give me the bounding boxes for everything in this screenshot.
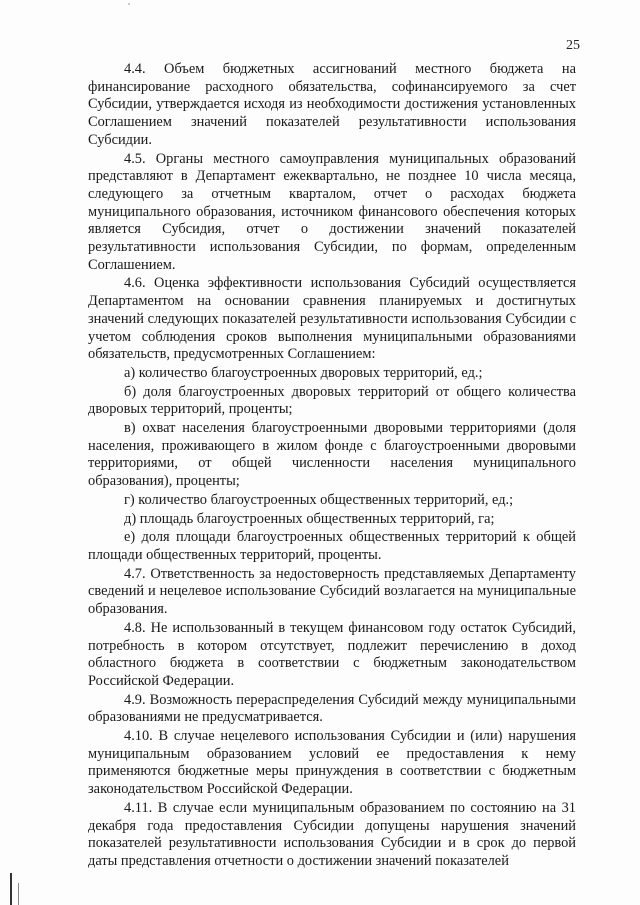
paragraph-4-6: 4.6. Оценка эффективности использования Субсидий осуществляется Департаментом на основании сравнения планируемых и достигнутых значений следующих показателей результативности использования Субсидии с учетом соблюдения сроков выполнения муниципальными образованиями обязательств, предусмотренных Соглашением: — [88, 275, 576, 363]
paragraph-4-10: 4.10. В случае нецелевого использования Субсидии и (или) нарушения муниципальным образованием условий ее предоставления к нему применяются бюджетные меры принуждения в соответствии с бюджетным законодательством Российской Федерации. — [88, 728, 576, 798]
document-body — [88, 61, 576, 871]
list-item-a: а) количество благоустроенных дворовых территорий, ед.; — [124, 364, 483, 381]
paragraph-4-5: 4.5. Органы местного самоуправления муниципальных образований представляют в Департамент ежеквартально, не позднее 10 числа месяца, следующего за отчетным кварталом, отчет о расходах бюджета муниципального образования, источником финансового обеспечения которых является Субсидия, отчет о достижении значений показателей результативности использования Субсидии, по формам, определенным Соглашением. — [88, 150, 576, 273]
paragraph-4-9: 4.9. Возможность перераспределения Субсидий между муниципальными образованиями не предусматривается. — [88, 691, 576, 726]
paragraph-4-8: 4.8. Не использованный в текущем финансовом году остаток Субсидий, потребность в котором отсутствует, подлежит перечислению в доход областного бюджета в соответствии с бюджетным законодательством Российской Федерации. — [88, 619, 576, 689]
scan-edge-mark — [10, 873, 12, 905]
list-item-b: б) доля благоустроенных дворовых территорий от общего количества дворовых территорий, проценты; — [88, 383, 576, 418]
list-item-v: в) охват населения благоустроенными дворовыми территориями (доля населения, проживающего в жилом фонде с благоустроенными дворовыми территориями, от общей численности населения муниципального образования), проценты; — [88, 420, 576, 490]
list-item-d: д) площадь благоустроенных общественных территорий, га; — [124, 510, 495, 527]
scan-edge-mark-secondary — [18, 883, 19, 905]
paragraph-4-4: 4.4. Объем бюджетных ассигнований местного бюджета на финансирование расходного обязательства, софинансируемого за счет Субсидии, утверждается исходя из необходимости достижения установленных Соглашением значений показателей результативности использования Субсидии. — [88, 61, 576, 148]
page-number: 25 — [566, 38, 580, 53]
list-item-e: е) доля площади благоустроенных общественных территорий к общей площади общественных территорий, проценты. — [88, 529, 576, 563]
paragraph-4-11: 4.11. В случае если муниципальным образованием по состоянию на 31 декабря года предоставления Субсидии допущены нарушения значений показателей результативности использования Субсидии и в срок до первой даты представления отчетности о достижении значений показателей — [88, 799, 576, 869]
list-item-g: г) количество благоустроенных общественных территорий, ед.; — [124, 491, 514, 508]
paragraph-4-7: 4.7. Ответственность за недостоверность представляемых Департаменту сведений и нецелевое использование Субсидий возлагается на муниципальные образования. — [88, 565, 576, 618]
scan-speck — [128, 3, 130, 5]
